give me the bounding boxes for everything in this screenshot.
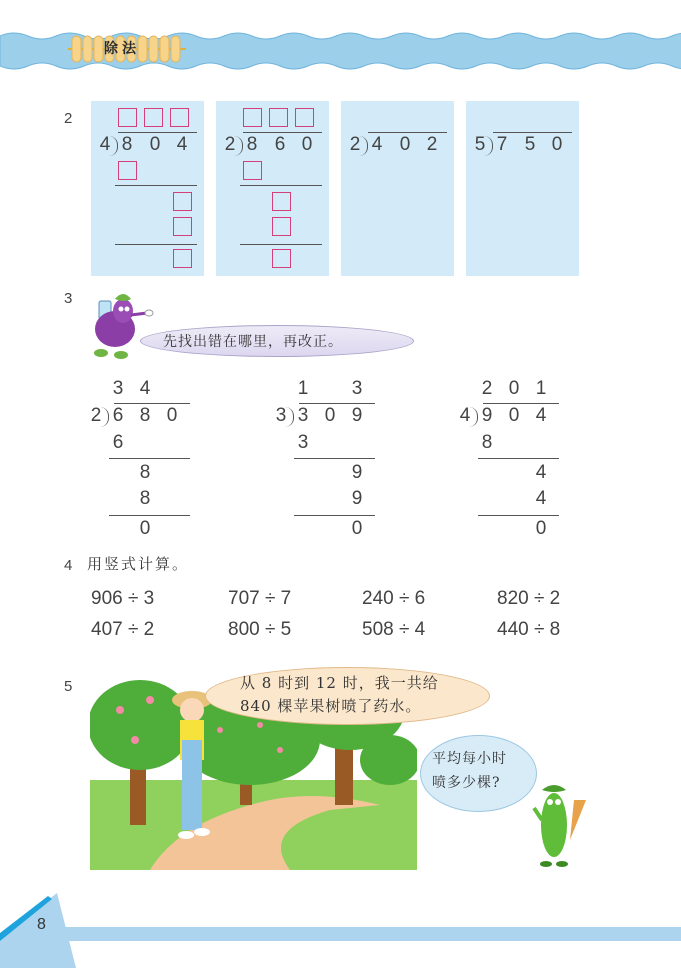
divisor: 2	[349, 134, 361, 155]
expression: 407 ÷ 2	[91, 619, 155, 640]
dividend-digit: 0	[301, 134, 313, 155]
answer-box[interactable]	[173, 217, 192, 236]
step-digit: 8	[139, 462, 151, 483]
question-number-5: 5	[64, 678, 73, 695]
quotient-digit: 1	[535, 378, 547, 399]
quotient-digit: 3	[351, 378, 363, 399]
answer-box[interactable]	[144, 108, 163, 127]
dividend-digit: 0	[508, 405, 520, 426]
dividend-digit: 9	[481, 405, 493, 426]
step-digit: 3	[297, 432, 309, 453]
step-digit: 9	[351, 488, 363, 509]
section-title: 除法	[104, 41, 140, 57]
question-number-2: 2	[64, 110, 73, 127]
divisor: 4	[459, 405, 471, 426]
eggplant-character-icon	[85, 287, 155, 359]
step-digit: 8	[139, 488, 151, 509]
dividend-digit: 0	[166, 405, 178, 426]
dividend-digit: 6	[274, 134, 286, 155]
dividend-digit: 0	[324, 405, 336, 426]
expression: 800 ÷ 5	[228, 619, 292, 640]
divisor: 5	[474, 134, 486, 155]
quotient-digit: 0	[508, 378, 520, 399]
speech-line-2: 840 棵苹果树喷了药水。	[240, 697, 422, 715]
answer-box[interactable]	[173, 192, 192, 211]
answer-box[interactable]	[272, 192, 291, 211]
divisor: 2	[224, 134, 236, 155]
answer-box[interactable]	[243, 161, 262, 180]
expression: 440 ÷ 8	[497, 619, 561, 640]
answer-box[interactable]	[243, 108, 262, 127]
remainder-digit: 0	[139, 518, 151, 539]
speech-line-1: 平均每小时	[432, 751, 507, 767]
dividend-digit: 4	[535, 405, 547, 426]
worked-division-2	[273, 378, 383, 543]
divisor: 3	[275, 405, 287, 426]
divisor: 2	[90, 405, 102, 426]
answer-box[interactable]	[170, 108, 189, 127]
answer-box[interactable]	[272, 217, 291, 236]
expression: 707 ÷ 7	[228, 588, 292, 609]
step-digit: 4	[535, 462, 547, 483]
expression: 240 ÷ 6	[362, 588, 426, 609]
dividend-digit: 4	[371, 134, 383, 155]
quotient-digit: 1	[297, 378, 309, 399]
dividend-digit: 5	[524, 134, 536, 155]
answer-box[interactable]	[295, 108, 314, 127]
dividend-digit: 4	[176, 134, 188, 155]
answer-box[interactable]	[118, 161, 137, 180]
dividend-digit: 2	[426, 134, 438, 155]
quotient-digit: 4	[139, 378, 151, 399]
speech-line-2: 喷多少棵?	[432, 775, 501, 791]
expression: 508 ÷ 4	[362, 619, 426, 640]
step-digit: 9	[351, 462, 363, 483]
answer-box[interactable]	[272, 249, 291, 268]
dividend-digit: 0	[551, 134, 563, 155]
question-4-title: 用竖式计算。	[87, 555, 190, 573]
bean-character-icon	[530, 780, 590, 870]
step-digit: 8	[481, 432, 493, 453]
dividend-digit: 9	[351, 405, 363, 426]
dividend-digit: 3	[297, 405, 309, 426]
dividend-digit: 0	[399, 134, 411, 155]
divisor: 4	[99, 134, 111, 155]
answer-box[interactable]	[269, 108, 288, 127]
quotient-digit: 2	[481, 378, 493, 399]
question-number-3: 3	[64, 290, 73, 307]
dividend-digit: 6	[112, 405, 124, 426]
dividend-digit: 8	[121, 134, 133, 155]
answer-box[interactable]	[118, 108, 137, 127]
division-panel-3[interactable]	[341, 101, 454, 276]
dividend-digit: 8	[246, 134, 258, 155]
speech-bubble-text: 先找出错在哪里，再改正。	[163, 334, 343, 350]
dividend-digit: 8	[139, 405, 151, 426]
step-digit: 4	[535, 488, 547, 509]
speech-line-1: 从 8 时到 12 时，我一共给	[240, 674, 439, 692]
step-digit: 6	[112, 432, 124, 453]
girl-speech-text	[240, 672, 439, 718]
division-panel-4[interactable]	[466, 101, 579, 276]
answer-box[interactable]	[173, 249, 192, 268]
footer-bar	[55, 927, 681, 941]
dividend-digit: 0	[149, 134, 161, 155]
worked-division-1	[88, 378, 198, 543]
expression: 906 ÷ 3	[91, 588, 155, 609]
remainder-digit: 0	[535, 518, 547, 539]
worked-division-3	[457, 378, 567, 543]
dividend-digit: 7	[496, 134, 508, 155]
expression: 820 ÷ 2	[497, 588, 561, 609]
division-panel-1	[91, 101, 204, 276]
question-speech-text	[432, 747, 507, 795]
quotient-digit: 3	[112, 378, 124, 399]
question-number-4: 4	[64, 557, 73, 574]
division-panel-2	[216, 101, 329, 276]
page-number: 8	[37, 916, 46, 933]
remainder-digit: 0	[351, 518, 363, 539]
